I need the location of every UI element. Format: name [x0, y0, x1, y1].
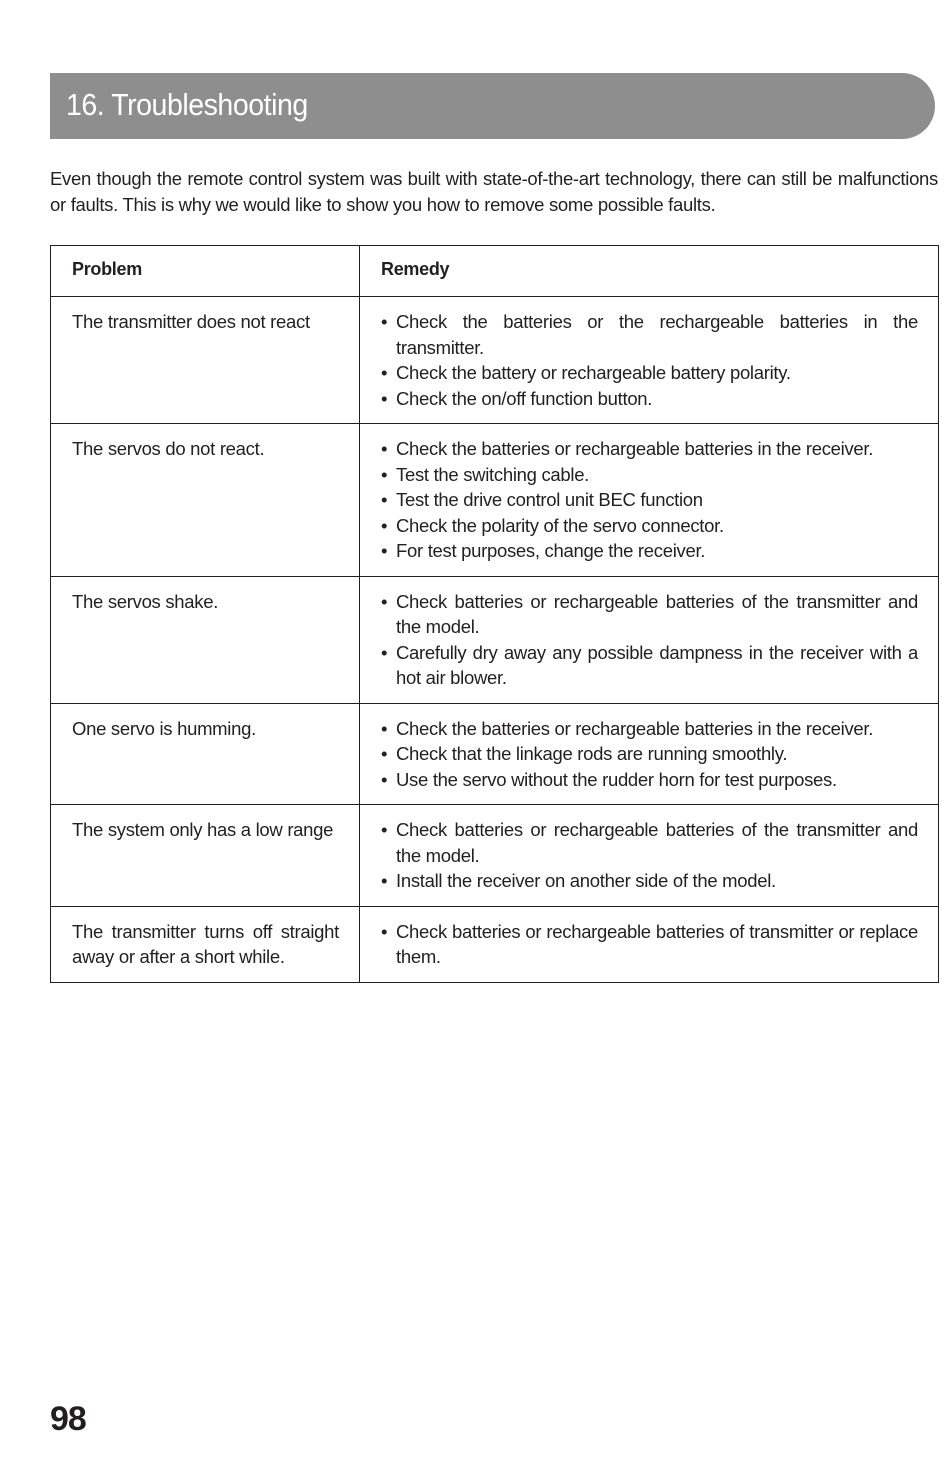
remedy-item: • Check batteries or rechargeable batteries of the transmitter and the model. [381, 589, 918, 640]
troubleshooting-table [50, 245, 939, 983]
remedy-cell [360, 703, 939, 805]
table-row [51, 424, 939, 577]
remedy-item: • Check the polarity of the servo connector. [381, 513, 918, 539]
table-row [51, 576, 939, 703]
remedy-cell [360, 906, 939, 982]
remedy-list [381, 589, 918, 691]
table-header-row [51, 246, 939, 297]
section-header-bar [50, 73, 935, 139]
problem-cell: The system only has a low range [51, 805, 360, 907]
table-row [51, 906, 939, 982]
remedy-item: • Check the on/off function button. [381, 386, 918, 412]
remedy-item: • Check that the linkage rods are running smoothly. [381, 741, 918, 767]
remedy-item: • For test purposes, change the receiver. [381, 538, 918, 564]
remedy-item: • Check the batteries or the rechargeable batteries in the transmitter. [381, 309, 918, 360]
remedy-list [381, 919, 918, 970]
remedy-cell [360, 297, 939, 424]
remedy-item: • Install the receiver on another side of the model. [381, 868, 918, 894]
column-header-remedy: Remedy [360, 246, 939, 297]
remedy-item: • Check the battery or rechargeable battery polarity. [381, 360, 918, 386]
remedy-item: • Carefully dry away any possible dampness in the receiver with a hot air blower. [381, 640, 918, 691]
problem-cell: The servos shake. [51, 576, 360, 703]
column-header-problem: Problem [51, 246, 360, 297]
problem-cell: One servo is humming. [51, 703, 360, 805]
problem-cell: The servos do not react. [51, 424, 360, 577]
remedy-item: • Check the batteries or rechargeable batteries in the receiver. [381, 436, 918, 462]
remedy-item: • Check batteries or rechargeable batteries of transmitter or replace them. [381, 919, 918, 970]
remedy-item: • Test the drive control unit BEC function [381, 487, 918, 513]
remedy-cell [360, 576, 939, 703]
table-row [51, 297, 939, 424]
remedy-item: • Use the servo without the rudder horn for test purposes. [381, 767, 918, 793]
table-body [51, 297, 939, 983]
remedy-item: • Check the batteries or rechargeable batteries in the receiver. [381, 716, 918, 742]
remedy-list [381, 716, 918, 793]
page-number: 98 [50, 1400, 86, 1438]
remedy-list [381, 309, 918, 411]
table-row [51, 805, 939, 907]
intro-paragraph: Even though the remote control system was built with state-of-the-art technology, there can still be malfunctions or faults. This is why we would like to show you how to remove some possible faults. [50, 168, 938, 215]
remedy-list [381, 817, 918, 894]
problem-cell: The transmitter turns off straight away or after a short while. [51, 906, 360, 982]
table-row [51, 703, 939, 805]
remedy-item: • Check batteries or rechargeable batteries of the transmitter and the model. [381, 817, 918, 868]
section-title: 16. Troubleshooting [66, 87, 308, 122]
remedy-list [381, 436, 918, 564]
remedy-item: • Test the switching cable. [381, 462, 918, 488]
remedy-cell [360, 805, 939, 907]
remedy-cell [360, 424, 939, 577]
problem-cell: The transmitter does not react [51, 297, 360, 424]
